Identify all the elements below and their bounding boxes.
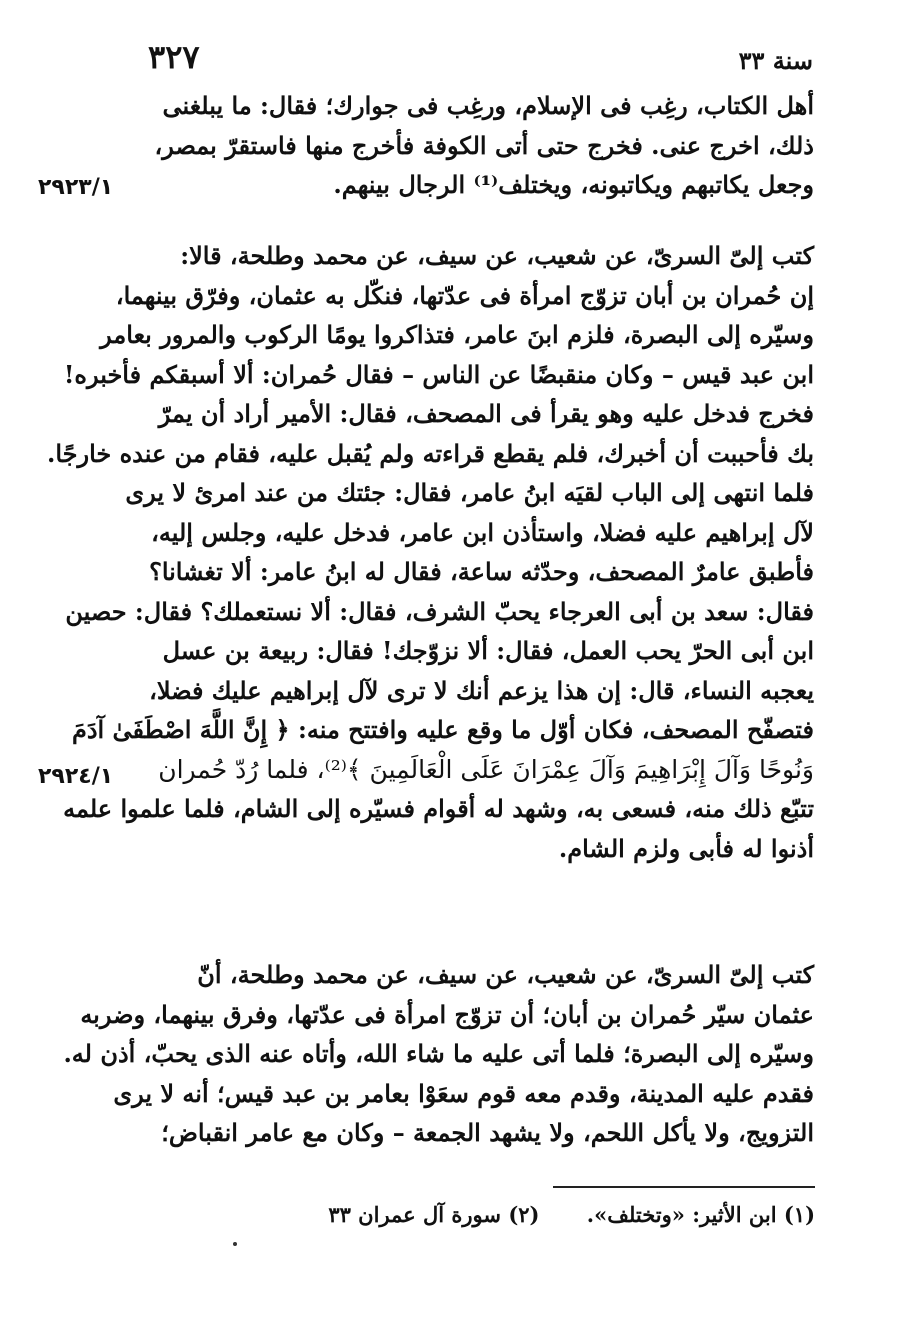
text-line: كتب إلىّ السرىّ، عن شعيب، عن سيف، عن محمد وطلحة، قالا: [180,241,814,270]
margin-reference-1: ٢٩٢٣/١ [38,175,114,200]
text-line: بك فأحببت أن أخبرك، فلم يقطع قراءته ولم يُقبل عليه، فقام من عنده خارجًا. [46,438,814,468]
text-line: كتب إلىّ السرىّ، عن شعيب، عن سيف، عن محمد وطلحة، أنّ [197,960,814,989]
text-line: أذنوا له فأبى ولزم الشام. [558,833,814,863]
ink-speck [233,1242,237,1246]
text-line: ذلك، اخرج عنى. فخرج حتى أتى الكوفة فأخرج منها فاستقرّ بمصر، [154,130,814,160]
text-line: وسيّره إلى البصرة؛ فلما أتى عليه ما شاء الله، وأتاه عنه الذى يحبّ، أذن له. [63,1039,814,1068]
quran-verse-line: وَنُوحًا وَآلَ إِبْرَاهِيمَ وَآلَ عِمْرَانَ عَلَى الْعَالَمِينَ ﴾⁽²⁾، فلما رُدّ حُمران [158,754,814,784]
text-line: فتصفّح المصحف، فكان أوّل ما وقع عليه وافتتح منه: ﴿ إِنَّ اللَّهَ اصْطَفَىٰ آدَمَ [71,715,814,744]
text-line: فأطبق عامرٌ المصحف، وحدّثه ساعة، فقال له ابنُ عامر: ألا تغشانا؟ [149,557,814,586]
footnote-2: (٢) سورة آل عمران ٣٣ [328,1202,540,1227]
page-header [148,38,813,78]
text-line: فخرج فدخل عليه وهو يقرأ فى المصحف، فقال: الأمير أراد أن يمرّ [158,399,814,428]
text-line: وسيّره إلى البصرة، فلزم ابنَ عامر، فتذاكروا يومًا الركوب والمرور بعامر [100,320,814,349]
paragraph-3 [63,955,814,1153]
footnotes [328,1202,815,1227]
text-line: وجعل يكاتبهم ويكاتبونه، ويختلف⁽¹⁾ الرجال بينهم. [333,170,814,199]
page-number: ٣٢٧ [148,38,200,76]
footnote-1: (١) ابن الأثير: «وتختلف». [586,1202,815,1227]
paragraph-1 [150,86,814,205]
margin-reference-2: ٢٩٢٤/١ [38,764,114,789]
footnote-divider [553,1186,815,1188]
running-head-year: سنة ٣٣ [738,46,813,75]
text-line: لآل إبراهيم عليه فضلا، واستأذن ابن عامر، فدخل عليه، وجلس إليه، [151,517,814,547]
text-line: تتبّع ذلك منه، فسعى به، وشهد له أقوام فسيّره إلى الشام، فلما علموا علمه [63,794,814,823]
text-line: ابن عبد قيس – وكان منقبضًا عن الناس – فقال حُمران: ألا أسبقكم فأخبره! [63,359,814,389]
text-line: عثمان سيّر حُمران بن أبان؛ أن تزوّج امرأة فى عدّتها، وفرق بينهما، وضربه [80,999,814,1029]
text-line: ابن أبى الحرّ يحب العمل، فقال: ألا نزوّجك! فقال: ربيعة بن عسل [162,636,814,665]
text-line: يعجبه النساء، قال: إن هذا يزعم أنك لا ترى لآل إبراهيم عليك فضلا، [149,675,814,705]
text-line: فلما انتهى إلى الباب لقيَه ابنُ عامر، فقال: جئتك من عند امرئ لا يرى [125,478,814,507]
text-line: فقدم عليه المدينة، وقدم معه قوم سعَوْا بعامر بن عبد قيس؛ أنه لا يرى [113,1078,814,1108]
text-line: فقال: سعد بن أبى العرجاء يحبّ الشرف، فقال: ألا نستعملك؟ فقال: حصين [65,596,814,626]
text-line: التزويج، ولا يأكل اللحم، ولا يشهد الجمعة – وكان مع عامر انقباض؛ [161,1118,814,1147]
text-line: إن حُمران بن أبان تزوّج امرأة فى عدّتها، فنكّل به عثمان، وفرّق بينهما، [115,280,814,310]
text-line: أهل الكتاب، رغِب فى الإسلام، ورغِب فى جوارك؛ فقال: ما يبلغنى [162,91,814,120]
